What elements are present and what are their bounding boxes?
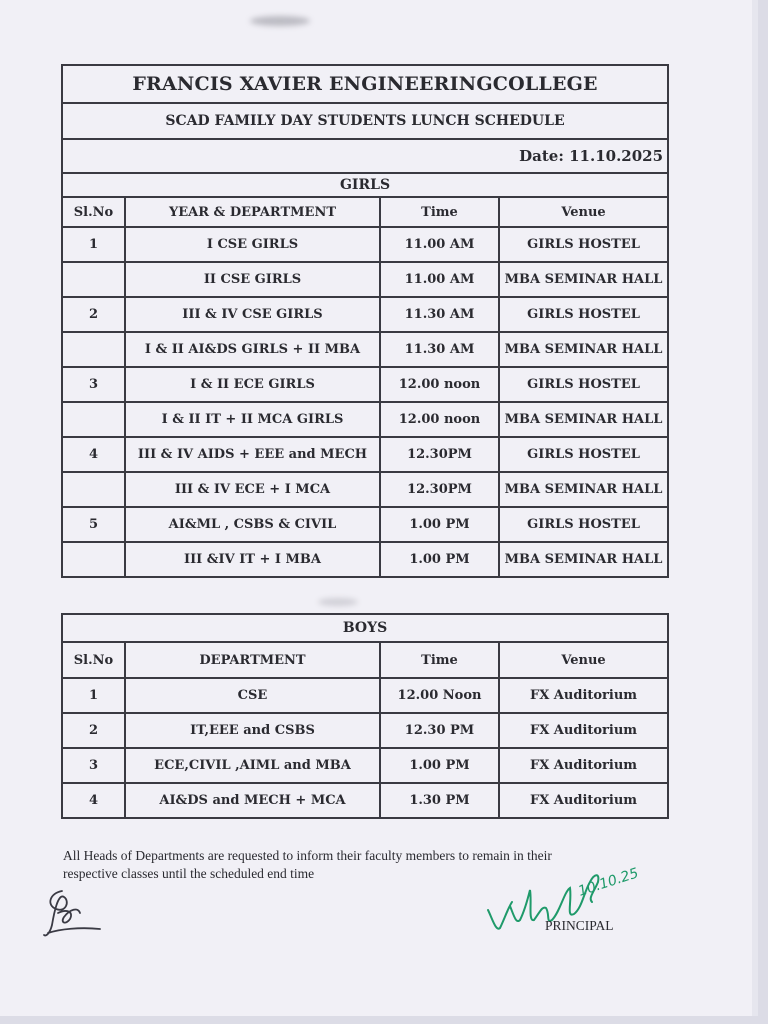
row-time: 11.00 AM bbox=[380, 227, 499, 262]
schedule-title: SCAD FAMILY DAY STUDENTS LUNCH SCHEDULE bbox=[62, 103, 668, 139]
row-department: III &IV IT + I MBA bbox=[125, 542, 380, 577]
table-row bbox=[62, 227, 668, 262]
row-slno: 4 bbox=[62, 437, 125, 472]
row-slno: 5 bbox=[62, 507, 125, 542]
row-department: ECE,CIVIL ,AIML and MBA bbox=[125, 748, 380, 783]
row-time: 11.00 AM bbox=[380, 262, 499, 297]
row-department: II CSE GIRLS bbox=[125, 262, 380, 297]
footer-note-line2: respective classes until the scheduled end time bbox=[63, 866, 315, 881]
row-department: I & II IT + II MCA GIRLS bbox=[125, 402, 380, 437]
principal-label: PRINCIPAL bbox=[545, 918, 614, 933]
column-header-slno: Sl.No bbox=[62, 642, 125, 678]
column-header-slno: Sl.No bbox=[62, 197, 125, 227]
boys-section-title: BOYS bbox=[62, 614, 668, 642]
row-department: I & II AI&DS GIRLS + II MBA bbox=[125, 332, 380, 367]
row-slno: 4 bbox=[62, 783, 125, 818]
row-venue: MBA SEMINAR HALL bbox=[499, 262, 668, 297]
column-header-department: DEPARTMENT bbox=[125, 642, 380, 678]
row-time: 12.00 noon bbox=[380, 367, 499, 402]
row-department: IT,EEE and CSBS bbox=[125, 713, 380, 748]
row-department: AI&DS and MECH + MCA bbox=[125, 783, 380, 818]
row-time: 12.30 PM bbox=[380, 713, 499, 748]
row-venue: GIRLS HOSTEL bbox=[499, 367, 668, 402]
signature-date: 10.10.25 bbox=[576, 865, 641, 900]
row-slno: 2 bbox=[62, 297, 125, 332]
column-header-time: Time bbox=[380, 197, 499, 227]
column-header-venue: Venue bbox=[499, 642, 668, 678]
row-slno: 3 bbox=[62, 748, 125, 783]
row-time: 12.30PM bbox=[380, 472, 499, 507]
row-time: 12.30PM bbox=[380, 437, 499, 472]
row-venue: FX Auditorium bbox=[499, 713, 668, 748]
column-header-time: Time bbox=[380, 642, 499, 678]
table-row bbox=[62, 678, 668, 713]
schedule-date: Date: 11.10.2025 bbox=[62, 139, 668, 173]
top-smudge bbox=[250, 16, 310, 26]
row-slno: 1 bbox=[62, 227, 125, 262]
row-venue: MBA SEMINAR HALL bbox=[499, 402, 668, 437]
row-time: 1.00 PM bbox=[380, 748, 499, 783]
row-venue: FX Auditorium bbox=[499, 678, 668, 713]
left-signature bbox=[40, 883, 110, 943]
row-time: 12.00 noon bbox=[380, 402, 499, 437]
row-venue: GIRLS HOSTEL bbox=[499, 437, 668, 472]
table-row bbox=[62, 332, 668, 367]
row-department: III & IV ECE + I MCA bbox=[125, 472, 380, 507]
table-row bbox=[62, 472, 668, 507]
center-smudge bbox=[318, 598, 358, 606]
table-row bbox=[62, 507, 668, 542]
row-department: CSE bbox=[125, 678, 380, 713]
row-time: 1.00 PM bbox=[380, 507, 499, 542]
row-time: 1.30 PM bbox=[380, 783, 499, 818]
row-slno bbox=[62, 332, 125, 367]
row-venue: GIRLS HOSTEL bbox=[499, 227, 668, 262]
table-row bbox=[62, 367, 668, 402]
row-venue: MBA SEMINAR HALL bbox=[499, 332, 668, 367]
girls-schedule-table bbox=[61, 64, 669, 578]
boys-schedule-table bbox=[61, 613, 669, 819]
table-row bbox=[62, 297, 668, 332]
girls-section-title: GIRLS bbox=[62, 173, 668, 197]
row-department: I CSE GIRLS bbox=[125, 227, 380, 262]
row-time: 12.00 Noon bbox=[380, 678, 499, 713]
row-slno: 2 bbox=[62, 713, 125, 748]
row-venue: MBA SEMINAR HALL bbox=[499, 542, 668, 577]
table-row bbox=[62, 262, 668, 297]
row-department: III & IV CSE GIRLS bbox=[125, 297, 380, 332]
college-name: FRANCIS XAVIER ENGINEERINGCOLLEGE bbox=[62, 65, 668, 103]
girls-header-row bbox=[62, 197, 668, 227]
footer-note-line1: All Heads of Departments are requested to inform their faculty members to remain in their bbox=[63, 848, 552, 863]
row-department: AI&ML , CSBS & CIVIL bbox=[125, 507, 380, 542]
table-row bbox=[62, 402, 668, 437]
row-slno bbox=[62, 262, 125, 297]
boys-header-row bbox=[62, 642, 668, 678]
row-department: I & II ECE GIRLS bbox=[125, 367, 380, 402]
row-slno bbox=[62, 542, 125, 577]
table-row bbox=[62, 748, 668, 783]
column-header-department: YEAR & DEPARTMENT bbox=[125, 197, 380, 227]
table-row bbox=[62, 713, 668, 748]
table-row bbox=[62, 542, 668, 577]
row-venue: FX Auditorium bbox=[499, 783, 668, 818]
row-venue: MBA SEMINAR HALL bbox=[499, 472, 668, 507]
row-department: III & IV AIDS + EEE and MECH bbox=[125, 437, 380, 472]
row-time: 11.30 AM bbox=[380, 297, 499, 332]
row-slno bbox=[62, 472, 125, 507]
row-slno: 1 bbox=[62, 678, 125, 713]
row-time: 11.30 AM bbox=[380, 332, 499, 367]
column-header-venue: Venue bbox=[499, 197, 668, 227]
table-row bbox=[62, 437, 668, 472]
row-time: 1.00 PM bbox=[380, 542, 499, 577]
row-venue: GIRLS HOSTEL bbox=[499, 297, 668, 332]
row-venue: FX Auditorium bbox=[499, 748, 668, 783]
table-row bbox=[62, 783, 668, 818]
row-venue: GIRLS HOSTEL bbox=[499, 507, 668, 542]
row-slno bbox=[62, 402, 125, 437]
row-slno: 3 bbox=[62, 367, 125, 402]
